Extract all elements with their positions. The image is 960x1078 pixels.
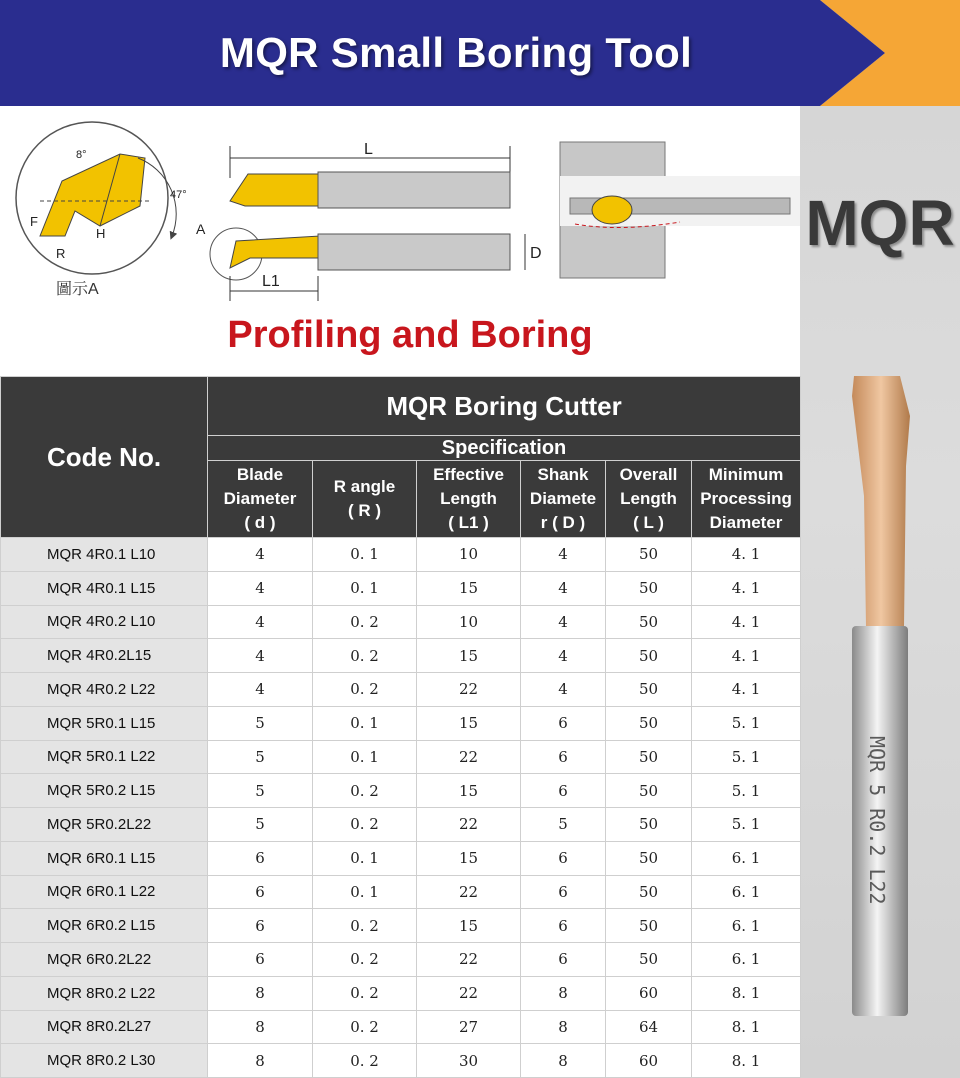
code-cell: MQR 4R0.1 L15 bbox=[1, 571, 208, 605]
code-cell: MQR 8R0.2L27 bbox=[1, 1010, 208, 1044]
label-angle-8: 8° bbox=[76, 149, 87, 161]
label-d: D bbox=[530, 245, 542, 262]
value-cell-l: 60 bbox=[606, 976, 692, 1010]
column-header-line: ( d ) bbox=[244, 513, 276, 532]
value-cell-d: 6 bbox=[208, 841, 313, 875]
value-cell-l: 50 bbox=[606, 673, 692, 707]
value-cell-d: 6 bbox=[208, 943, 313, 977]
value-cell-min: 4. 1 bbox=[692, 538, 801, 572]
value-cell-D: 6 bbox=[521, 706, 606, 740]
code-cell: MQR 6R0.1 L22 bbox=[1, 875, 208, 909]
value-cell-D: 6 bbox=[521, 943, 606, 977]
column-header-line: ( L1 ) bbox=[448, 513, 489, 532]
value-cell-min: 4. 1 bbox=[692, 639, 801, 673]
value-cell-l: 50 bbox=[606, 639, 692, 673]
value-cell-D: 6 bbox=[521, 740, 606, 774]
column-header-3 bbox=[521, 461, 606, 538]
value-cell-min: 5. 1 bbox=[692, 774, 801, 808]
table-row bbox=[1, 639, 801, 673]
header-banner bbox=[0, 0, 960, 106]
value-cell-d: 5 bbox=[208, 740, 313, 774]
column-header-line: R angle bbox=[333, 477, 396, 496]
code-cell: MQR 4R0.2 L22 bbox=[1, 673, 208, 707]
value-cell-l: 50 bbox=[606, 774, 692, 808]
value-cell-r: 0. 1 bbox=[313, 841, 417, 875]
value-cell-D: 4 bbox=[521, 639, 606, 673]
value-cell-D: 6 bbox=[521, 875, 606, 909]
value-cell-d: 4 bbox=[208, 639, 313, 673]
value-cell-l: 60 bbox=[606, 1044, 692, 1078]
spec-table bbox=[0, 376, 801, 1078]
value-cell-min: 8. 1 bbox=[692, 976, 801, 1010]
value-cell-d: 8 bbox=[208, 1044, 313, 1078]
value-cell-l1: 10 bbox=[417, 538, 521, 572]
tool-photo bbox=[848, 376, 912, 1020]
column-header-line: r ( D ) bbox=[540, 513, 586, 532]
column-header-line: ( L ) bbox=[633, 513, 664, 532]
column-header-line: Diamete bbox=[529, 489, 597, 508]
value-cell-r: 0. 2 bbox=[313, 673, 417, 707]
value-cell-d: 5 bbox=[208, 808, 313, 842]
value-cell-min: 6. 1 bbox=[692, 875, 801, 909]
table-row bbox=[1, 706, 801, 740]
side-brand-label: MQR bbox=[805, 187, 955, 259]
value-cell-D: 6 bbox=[521, 774, 606, 808]
value-cell-min: 6. 1 bbox=[692, 909, 801, 943]
column-header-line: Processing bbox=[700, 489, 792, 508]
value-cell-l: 50 bbox=[606, 808, 692, 842]
code-header: Code No. bbox=[1, 377, 208, 538]
column-header-line: Diameter bbox=[709, 513, 783, 532]
value-cell-l1: 10 bbox=[417, 605, 521, 639]
table-title: MQR Boring Cutter bbox=[208, 377, 801, 436]
value-cell-l1: 27 bbox=[417, 1010, 521, 1044]
value-cell-r: 0. 2 bbox=[313, 1010, 417, 1044]
value-cell-l1: 22 bbox=[417, 673, 521, 707]
value-cell-l: 50 bbox=[606, 875, 692, 909]
tool-drawing-bottom bbox=[196, 221, 542, 301]
value-cell-r: 0. 2 bbox=[313, 774, 417, 808]
column-header-line: Minimum bbox=[708, 465, 784, 484]
value-cell-r: 0. 1 bbox=[313, 706, 417, 740]
table-row bbox=[1, 808, 801, 842]
table-row bbox=[1, 976, 801, 1010]
column-header-line: Effective bbox=[433, 465, 504, 484]
table-row bbox=[1, 571, 801, 605]
value-cell-l1: 15 bbox=[417, 841, 521, 875]
value-cell-d: 4 bbox=[208, 673, 313, 707]
value-cell-d: 8 bbox=[208, 1010, 313, 1044]
value-cell-d: 4 bbox=[208, 571, 313, 605]
code-cell: MQR 6R0.2L22 bbox=[1, 943, 208, 977]
value-cell-r: 0. 2 bbox=[313, 808, 417, 842]
table-row bbox=[1, 605, 801, 639]
label-r: R bbox=[56, 246, 66, 261]
value-cell-d: 5 bbox=[208, 774, 313, 808]
value-cell-l1: 15 bbox=[417, 571, 521, 605]
value-cell-min: 4. 1 bbox=[692, 673, 801, 707]
value-cell-l: 50 bbox=[606, 538, 692, 572]
code-cell: MQR 5R0.2L22 bbox=[1, 808, 208, 842]
code-cell: MQR 4R0.2L15 bbox=[1, 639, 208, 673]
table-row bbox=[1, 1010, 801, 1044]
value-cell-l1: 22 bbox=[417, 808, 521, 842]
table-row bbox=[1, 673, 801, 707]
value-cell-D: 8 bbox=[521, 976, 606, 1010]
value-cell-r: 0. 2 bbox=[313, 976, 417, 1010]
value-cell-d: 4 bbox=[208, 538, 313, 572]
tool-engraving: MQR 5 R0.2 L22 bbox=[865, 736, 889, 905]
code-cell: MQR 8R0.2 L22 bbox=[1, 976, 208, 1010]
value-cell-D: 6 bbox=[521, 909, 606, 943]
table-row bbox=[1, 841, 801, 875]
column-header-line: Length bbox=[440, 489, 497, 508]
label-h: H bbox=[96, 226, 106, 241]
column-header-line: Blade bbox=[236, 465, 284, 484]
value-cell-l1: 15 bbox=[417, 706, 521, 740]
value-cell-min: 5. 1 bbox=[692, 808, 801, 842]
label-f: F bbox=[30, 214, 38, 229]
column-header-4 bbox=[606, 461, 692, 538]
page-title: MQR Small Boring Tool bbox=[219, 29, 693, 76]
table-row bbox=[1, 774, 801, 808]
value-cell-r: 0. 1 bbox=[313, 875, 417, 909]
value-cell-D: 6 bbox=[521, 841, 606, 875]
subtitle: Profiling and Boring bbox=[227, 314, 593, 356]
value-cell-l1: 22 bbox=[417, 740, 521, 774]
label-l: L bbox=[364, 141, 373, 158]
value-cell-d: 4 bbox=[208, 605, 313, 639]
value-cell-r: 0. 1 bbox=[313, 740, 417, 774]
column-header-line: Diameter bbox=[223, 489, 297, 508]
column-header-1 bbox=[313, 461, 417, 538]
code-cell: MQR 8R0.2 L30 bbox=[1, 1044, 208, 1078]
table-body bbox=[1, 538, 801, 1078]
value-cell-d: 5 bbox=[208, 706, 313, 740]
code-cell: MQR 5R0.1 L15 bbox=[1, 706, 208, 740]
column-header-2 bbox=[417, 461, 521, 538]
value-cell-min: 8. 1 bbox=[692, 1044, 801, 1078]
label-angle-47: 47° bbox=[170, 189, 187, 201]
table-row bbox=[1, 875, 801, 909]
value-cell-D: 4 bbox=[521, 673, 606, 707]
value-cell-D: 5 bbox=[521, 808, 606, 842]
value-cell-r: 0. 2 bbox=[313, 605, 417, 639]
value-cell-D: 4 bbox=[521, 571, 606, 605]
value-cell-l: 50 bbox=[606, 909, 692, 943]
spec-header: Specification bbox=[208, 436, 801, 461]
value-cell-l: 50 bbox=[606, 740, 692, 774]
value-cell-D: 8 bbox=[521, 1010, 606, 1044]
value-cell-d: 8 bbox=[208, 976, 313, 1010]
value-cell-l1: 22 bbox=[417, 943, 521, 977]
value-cell-min: 4. 1 bbox=[692, 605, 801, 639]
column-header-5 bbox=[692, 461, 801, 538]
value-cell-l: 50 bbox=[606, 605, 692, 639]
table-row bbox=[1, 740, 801, 774]
value-cell-l1: 15 bbox=[417, 909, 521, 943]
code-cell: MQR 4R0.2 L10 bbox=[1, 605, 208, 639]
value-cell-l: 50 bbox=[606, 571, 692, 605]
value-cell-r: 0. 2 bbox=[313, 639, 417, 673]
value-cell-l1: 22 bbox=[417, 976, 521, 1010]
column-header-line: ( R ) bbox=[347, 501, 382, 520]
value-cell-D: 4 bbox=[521, 538, 606, 572]
label-l1: L1 bbox=[262, 273, 280, 290]
value-cell-min: 6. 1 bbox=[692, 841, 801, 875]
value-cell-min: 5. 1 bbox=[692, 740, 801, 774]
value-cell-l: 50 bbox=[606, 943, 692, 977]
column-header-line: Length bbox=[620, 489, 677, 508]
value-cell-r: 0. 1 bbox=[313, 571, 417, 605]
diagram-caption: 圖示A bbox=[56, 281, 99, 298]
value-cell-r: 0. 2 bbox=[313, 1044, 417, 1078]
value-cell-min: 4. 1 bbox=[692, 571, 801, 605]
value-cell-l1: 15 bbox=[417, 774, 521, 808]
value-cell-l: 50 bbox=[606, 706, 692, 740]
code-cell: MQR 6R0.2 L15 bbox=[1, 909, 208, 943]
code-cell: MQR 5R0.2 L15 bbox=[1, 774, 208, 808]
boring-cross-section bbox=[560, 142, 800, 278]
value-cell-l: 50 bbox=[606, 841, 692, 875]
value-cell-d: 6 bbox=[208, 909, 313, 943]
value-cell-l1: 22 bbox=[417, 875, 521, 909]
table-row bbox=[1, 943, 801, 977]
table-row bbox=[1, 1044, 801, 1078]
code-cell: MQR 4R0.1 L10 bbox=[1, 538, 208, 572]
value-cell-r: 0. 2 bbox=[313, 943, 417, 977]
value-cell-d: 6 bbox=[208, 875, 313, 909]
code-cell: MQR 5R0.1 L22 bbox=[1, 740, 208, 774]
value-cell-l1: 30 bbox=[417, 1044, 521, 1078]
value-cell-r: 0. 2 bbox=[313, 909, 417, 943]
column-header-line: Shank bbox=[537, 465, 589, 484]
detail-view-a bbox=[16, 122, 187, 298]
table-row bbox=[1, 538, 801, 572]
code-cell: MQR 6R0.1 L15 bbox=[1, 841, 208, 875]
label-a: A bbox=[196, 221, 206, 237]
column-header-line: Overall bbox=[619, 465, 678, 484]
value-cell-min: 8. 1 bbox=[692, 1010, 801, 1044]
value-cell-min: 6. 1 bbox=[692, 943, 801, 977]
tool-coated-tip bbox=[852, 376, 910, 626]
value-cell-D: 4 bbox=[521, 605, 606, 639]
value-cell-r: 0. 1 bbox=[313, 538, 417, 572]
tool-drawing-top bbox=[230, 141, 510, 208]
value-cell-D: 8 bbox=[521, 1044, 606, 1078]
value-cell-min: 5. 1 bbox=[692, 706, 801, 740]
value-cell-l1: 15 bbox=[417, 639, 521, 673]
column-header-0 bbox=[208, 461, 313, 538]
value-cell-l: 64 bbox=[606, 1010, 692, 1044]
table-row bbox=[1, 909, 801, 943]
